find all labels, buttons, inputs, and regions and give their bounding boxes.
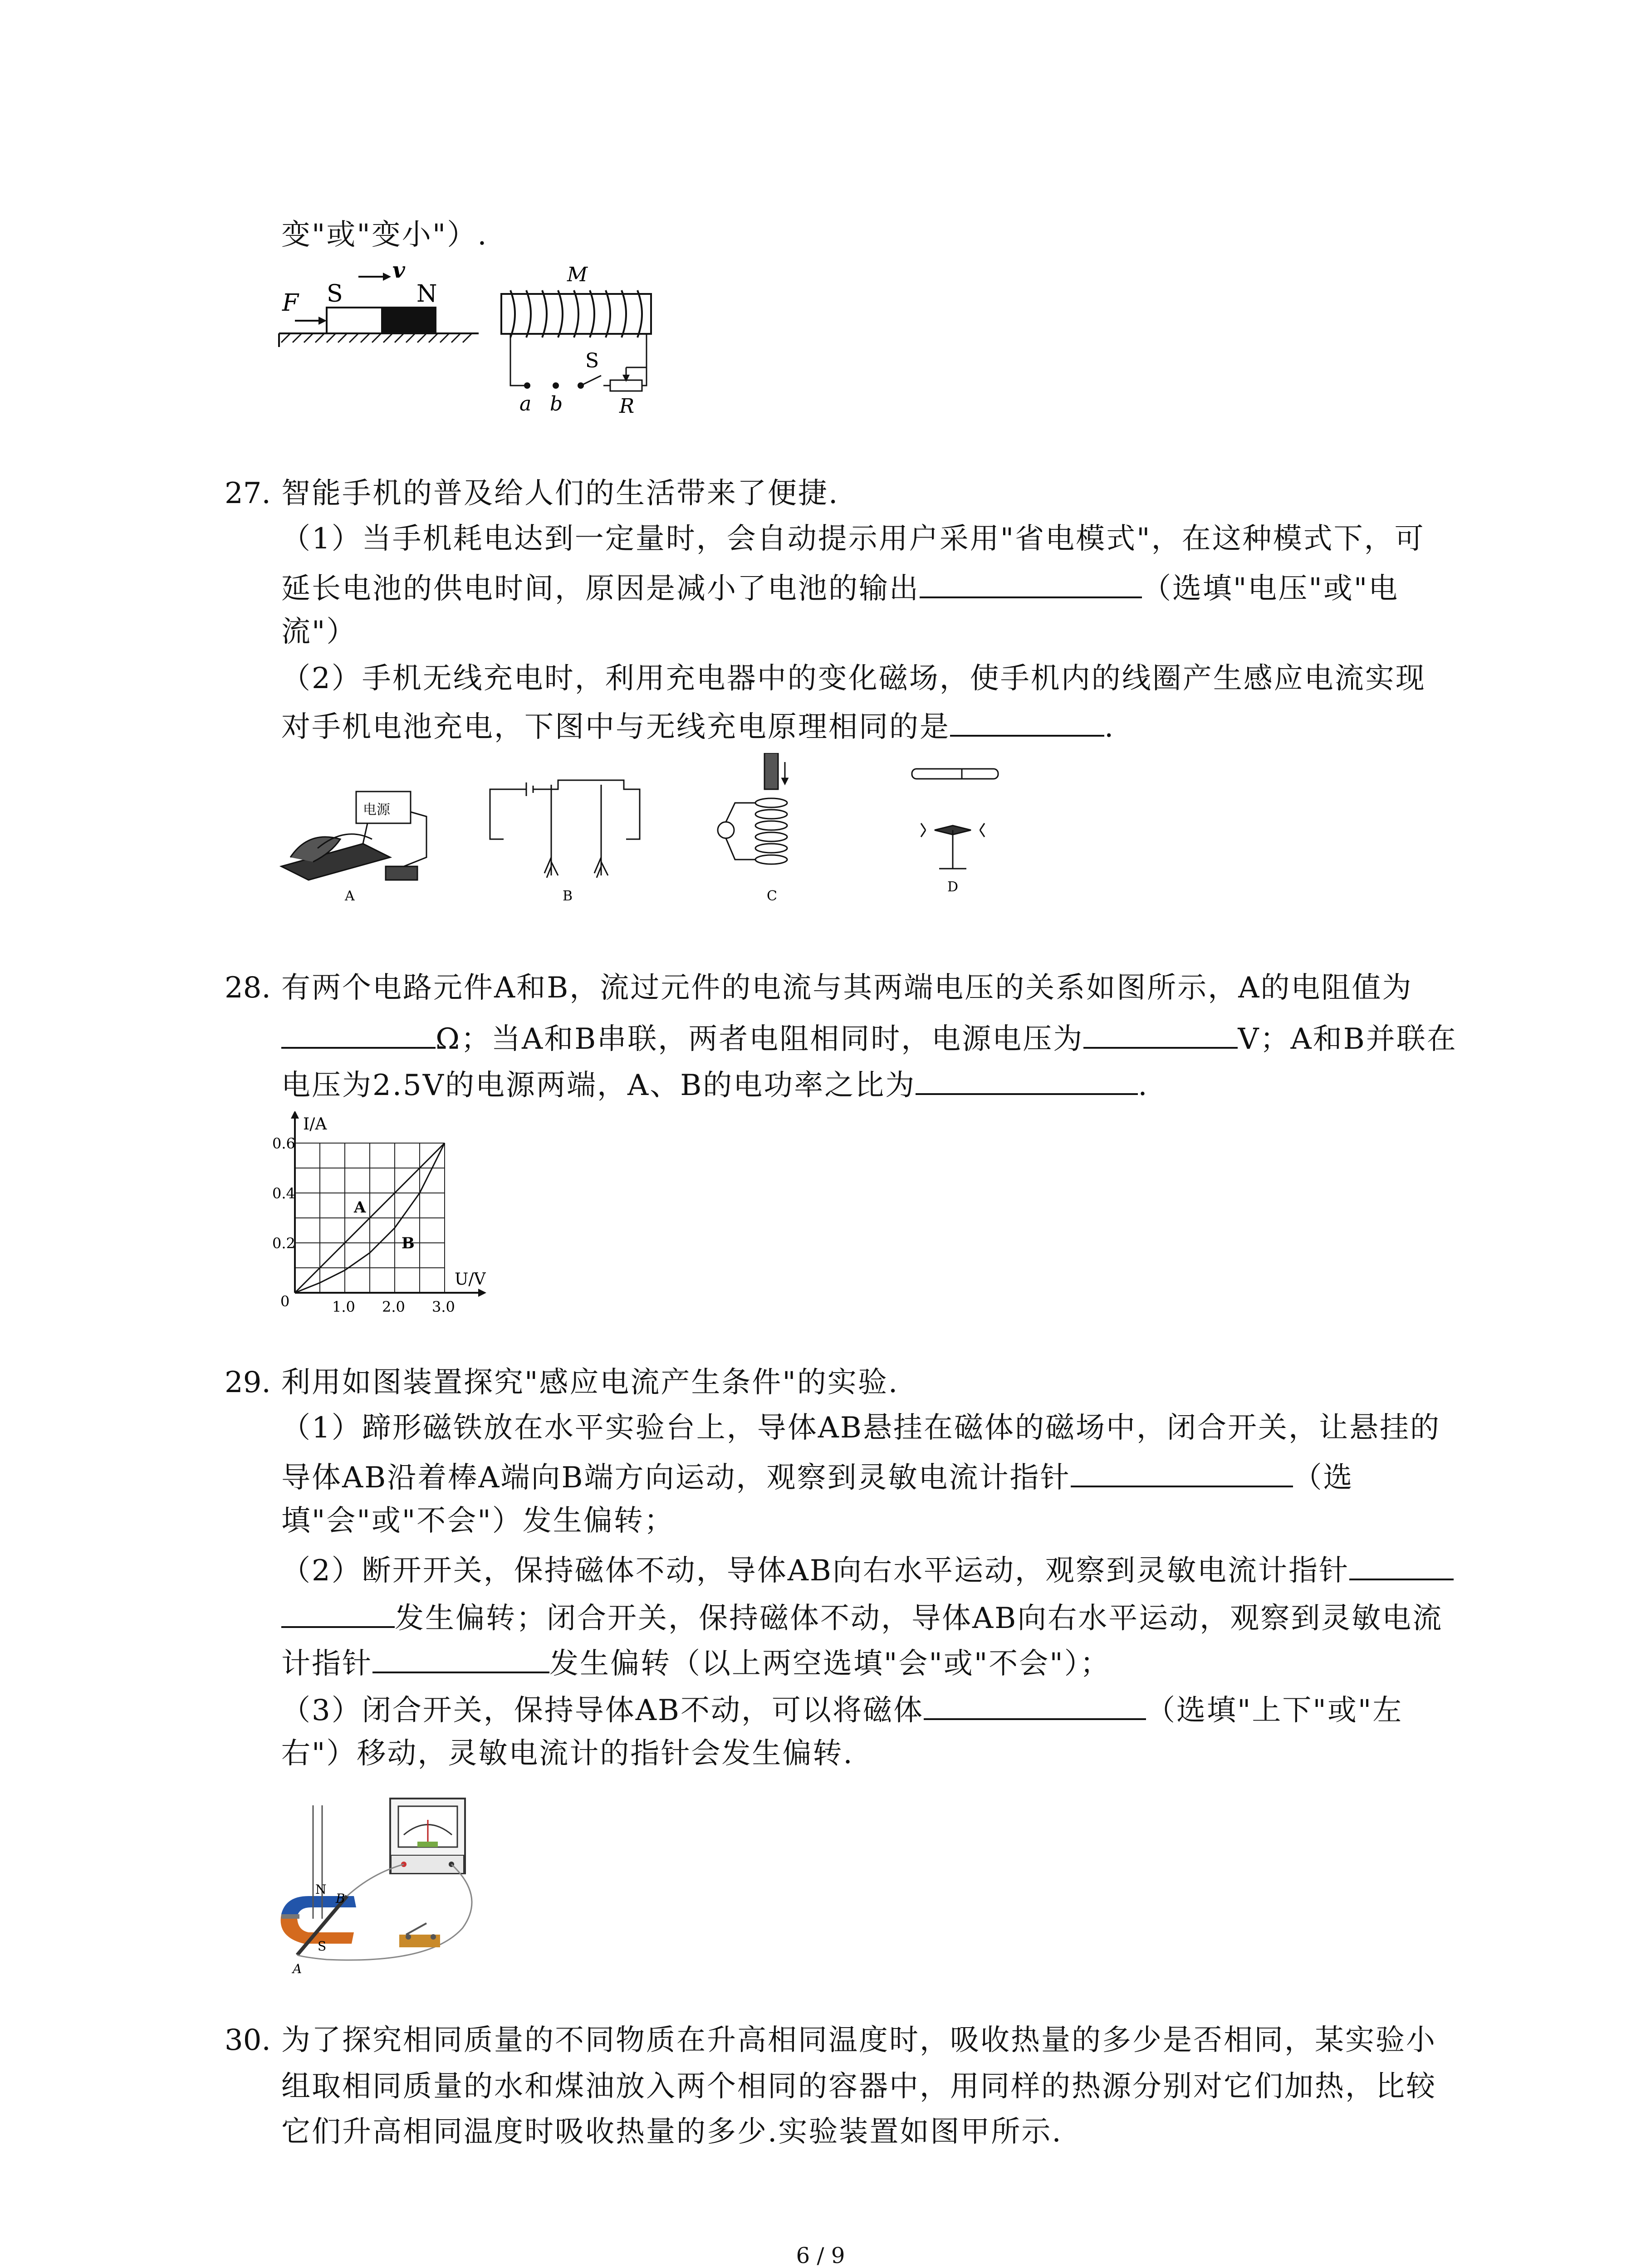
q27-figures xyxy=(272,753,1043,916)
q29-blank-1[interactable] xyxy=(1071,1454,1293,1487)
q28-text-c: 电压为2.5V的电源两端，A、B的电功率之比为 xyxy=(281,1069,916,1102)
q27-p2-text-a: 对手机电池充电，下图中与无线充电原理相同的是 xyxy=(281,710,950,744)
q28-text-b: V；A和B并联在 xyxy=(1238,1022,1457,1056)
q27-p1-line3: 流"） xyxy=(281,615,357,649)
q29-p1-text-b: （选 xyxy=(1293,1461,1354,1495)
magnet-s-label: S xyxy=(318,1939,327,1954)
south-pole-label: S xyxy=(327,280,343,308)
q27-p1-text-a: 延长电池的供电时间，原因是减小了电池的输出 xyxy=(281,572,920,606)
x-tick-label: 1.0 xyxy=(332,1298,355,1315)
q29-blank-4[interactable] xyxy=(924,1686,1146,1720)
velocity-label: v xyxy=(392,258,405,283)
svg-text:电源: 电源 xyxy=(363,802,390,818)
conductor-b-label: B xyxy=(336,1891,345,1906)
q29-p1-line3: 填"会"或"不会"）发生偏转； xyxy=(281,1504,675,1538)
x-tick-label: 2.0 xyxy=(382,1298,405,1315)
series-label-A: A xyxy=(354,1198,366,1217)
q27-p2-line1: （2）手机无线充电时，利用充电器中的变化磁场，使手机内的线圈产生感应电流实现 xyxy=(281,662,1426,695)
q29-p3-line1 xyxy=(281,1686,1403,1732)
q29-figure xyxy=(272,1792,526,1982)
q27-p1-line2 xyxy=(281,565,1399,611)
q29-blank-2a[interactable] xyxy=(1349,1547,1454,1580)
q28-blank-1[interactable] xyxy=(281,1015,436,1049)
q27-p2-line2 xyxy=(281,703,1115,749)
series-label-B: B xyxy=(402,1234,415,1252)
terminal-b-label: b xyxy=(550,392,563,415)
figure-d-label: D xyxy=(947,879,959,895)
q29-p3-text-b: （选填"上下"或"左 xyxy=(1146,1694,1403,1727)
solenoid-coil xyxy=(510,290,642,337)
q28-line1: 有两个电路元件A和B，流过元件的电流与其两端电压的关系如图所示，A的电阻值为 xyxy=(281,971,1413,1005)
q29-p2-line3 xyxy=(281,1640,1111,1686)
q29-number: 29. xyxy=(225,1366,271,1399)
y-tick-label: 0.2 xyxy=(272,1235,295,1252)
y-axis-label: I/A xyxy=(303,1115,327,1134)
q29-blank-2b[interactable] xyxy=(281,1594,395,1628)
q27-blank-2[interactable] xyxy=(950,703,1104,737)
q30-line2: 组取相同质量的水和煤油放入两个相同的容器中，用同样的热源分别对它们加热，比较 xyxy=(281,2070,1436,2103)
q29-p2-text-a: （2）断开开关，保持磁体不动，导体AB向右水平运动，观察到灵敏电流计指针 xyxy=(281,1554,1349,1588)
q29-p2-text-d: 发生偏转（以上两空选填"会"或"不会"）； xyxy=(549,1647,1111,1681)
q28-line3 xyxy=(281,1061,1149,1107)
galvanometer xyxy=(390,1799,465,1873)
q28-text-d: . xyxy=(1138,1069,1149,1102)
figure-a-label: A xyxy=(345,888,355,904)
terminal-a-label: a xyxy=(519,392,532,415)
magnet-n-label: N xyxy=(315,1882,327,1897)
q29-p2-line2 xyxy=(281,1594,1443,1640)
x-axis-label: U/V xyxy=(455,1270,486,1289)
y-tick-label: 0.6 xyxy=(272,1135,295,1152)
q28-blank-3[interactable] xyxy=(916,1061,1138,1095)
q28-text-a: Ω；当A和B串联，两者电阻相同时，电源电压为 xyxy=(436,1022,1084,1056)
y-axis-arrow xyxy=(291,1111,299,1119)
q29-stem: 利用如图装置探究"感应电流产生条件"的实验. xyxy=(281,1366,899,1399)
figure-a xyxy=(281,792,426,880)
q30-line3: 它们升高相同温度时吸收热量的多少.实验装置如图甲所示. xyxy=(281,2115,1063,2149)
switch-label: S xyxy=(585,349,599,372)
q27-number: 27. xyxy=(225,477,271,510)
solenoid-label: M xyxy=(567,263,588,286)
force-label: F xyxy=(282,289,299,317)
q29-p3-line2: 右"）移动，灵敏电流计的指针会发生偏转. xyxy=(281,1737,854,1770)
q27-blank-1[interactable] xyxy=(920,565,1142,598)
origin-label: 0 xyxy=(280,1293,290,1310)
q29-p2-text-b: 发生偏转；闭合开关，保持磁体不动，导体AB向右水平运动，观察到灵敏电流 xyxy=(395,1602,1443,1635)
x-tick-label: 3.0 xyxy=(432,1298,455,1315)
q30-line1: 为了探究相同质量的不同物质在升高相同温度时，吸收热量的多少是否相同，某实验小 xyxy=(281,2024,1436,2057)
figure-b xyxy=(490,780,640,878)
q28-blank-2[interactable] xyxy=(1083,1015,1238,1049)
figure-d xyxy=(912,769,998,869)
rheostat-label: R xyxy=(619,395,635,417)
iv-chart xyxy=(272,1111,526,1325)
q28-number: 28. xyxy=(225,971,271,1005)
q30-number: 30. xyxy=(225,2024,271,2057)
q29-p2-line1 xyxy=(281,1547,1454,1593)
q29-blank-3[interactable] xyxy=(372,1640,549,1673)
switch xyxy=(399,1923,440,1947)
y-tick-label: 0.4 xyxy=(272,1185,295,1202)
q29-p1-text-a: 导体AB沿着棒A端向B端方向运动，观察到灵敏电流计指针 xyxy=(281,1461,1071,1495)
q29-p1-line2 xyxy=(281,1454,1354,1500)
q27-p1-text-b: （选填"电压"或"电 xyxy=(1142,572,1399,606)
q28-line2 xyxy=(281,1015,1457,1061)
page-number: 6 / 9 xyxy=(796,2243,845,2268)
q27-p1-line1: （1）当手机耗电达到一定量时，会自动提示用户采用"省电模式"，在这种模式下，可 xyxy=(281,522,1425,556)
q26-tail-text: 变"或"变小"）. xyxy=(281,218,488,252)
q29-p2-text-c: 计指针 xyxy=(281,1647,372,1681)
figure-c-label: C xyxy=(767,888,777,904)
q29-p3-text-a: （3）闭合开关，保持导体AB不动，可以将磁体 xyxy=(281,1694,924,1727)
north-pole-label: N xyxy=(416,280,437,308)
figure-c xyxy=(718,753,788,864)
x-axis-arrow xyxy=(478,1289,486,1297)
q27-p2-text-b: . xyxy=(1104,710,1115,744)
figure-b-label: B xyxy=(563,888,573,904)
q27-stem: 智能手机的普及给人们的生活带来了便捷. xyxy=(281,477,839,510)
conductor-a-label: A xyxy=(293,1961,302,1976)
q29-p1-line1: （1）蹄形磁铁放在水平实验台上，导体AB悬挂在磁体的磁场中，闭合开关，让悬挂的 xyxy=(281,1411,1440,1445)
q26-figure xyxy=(272,254,667,417)
